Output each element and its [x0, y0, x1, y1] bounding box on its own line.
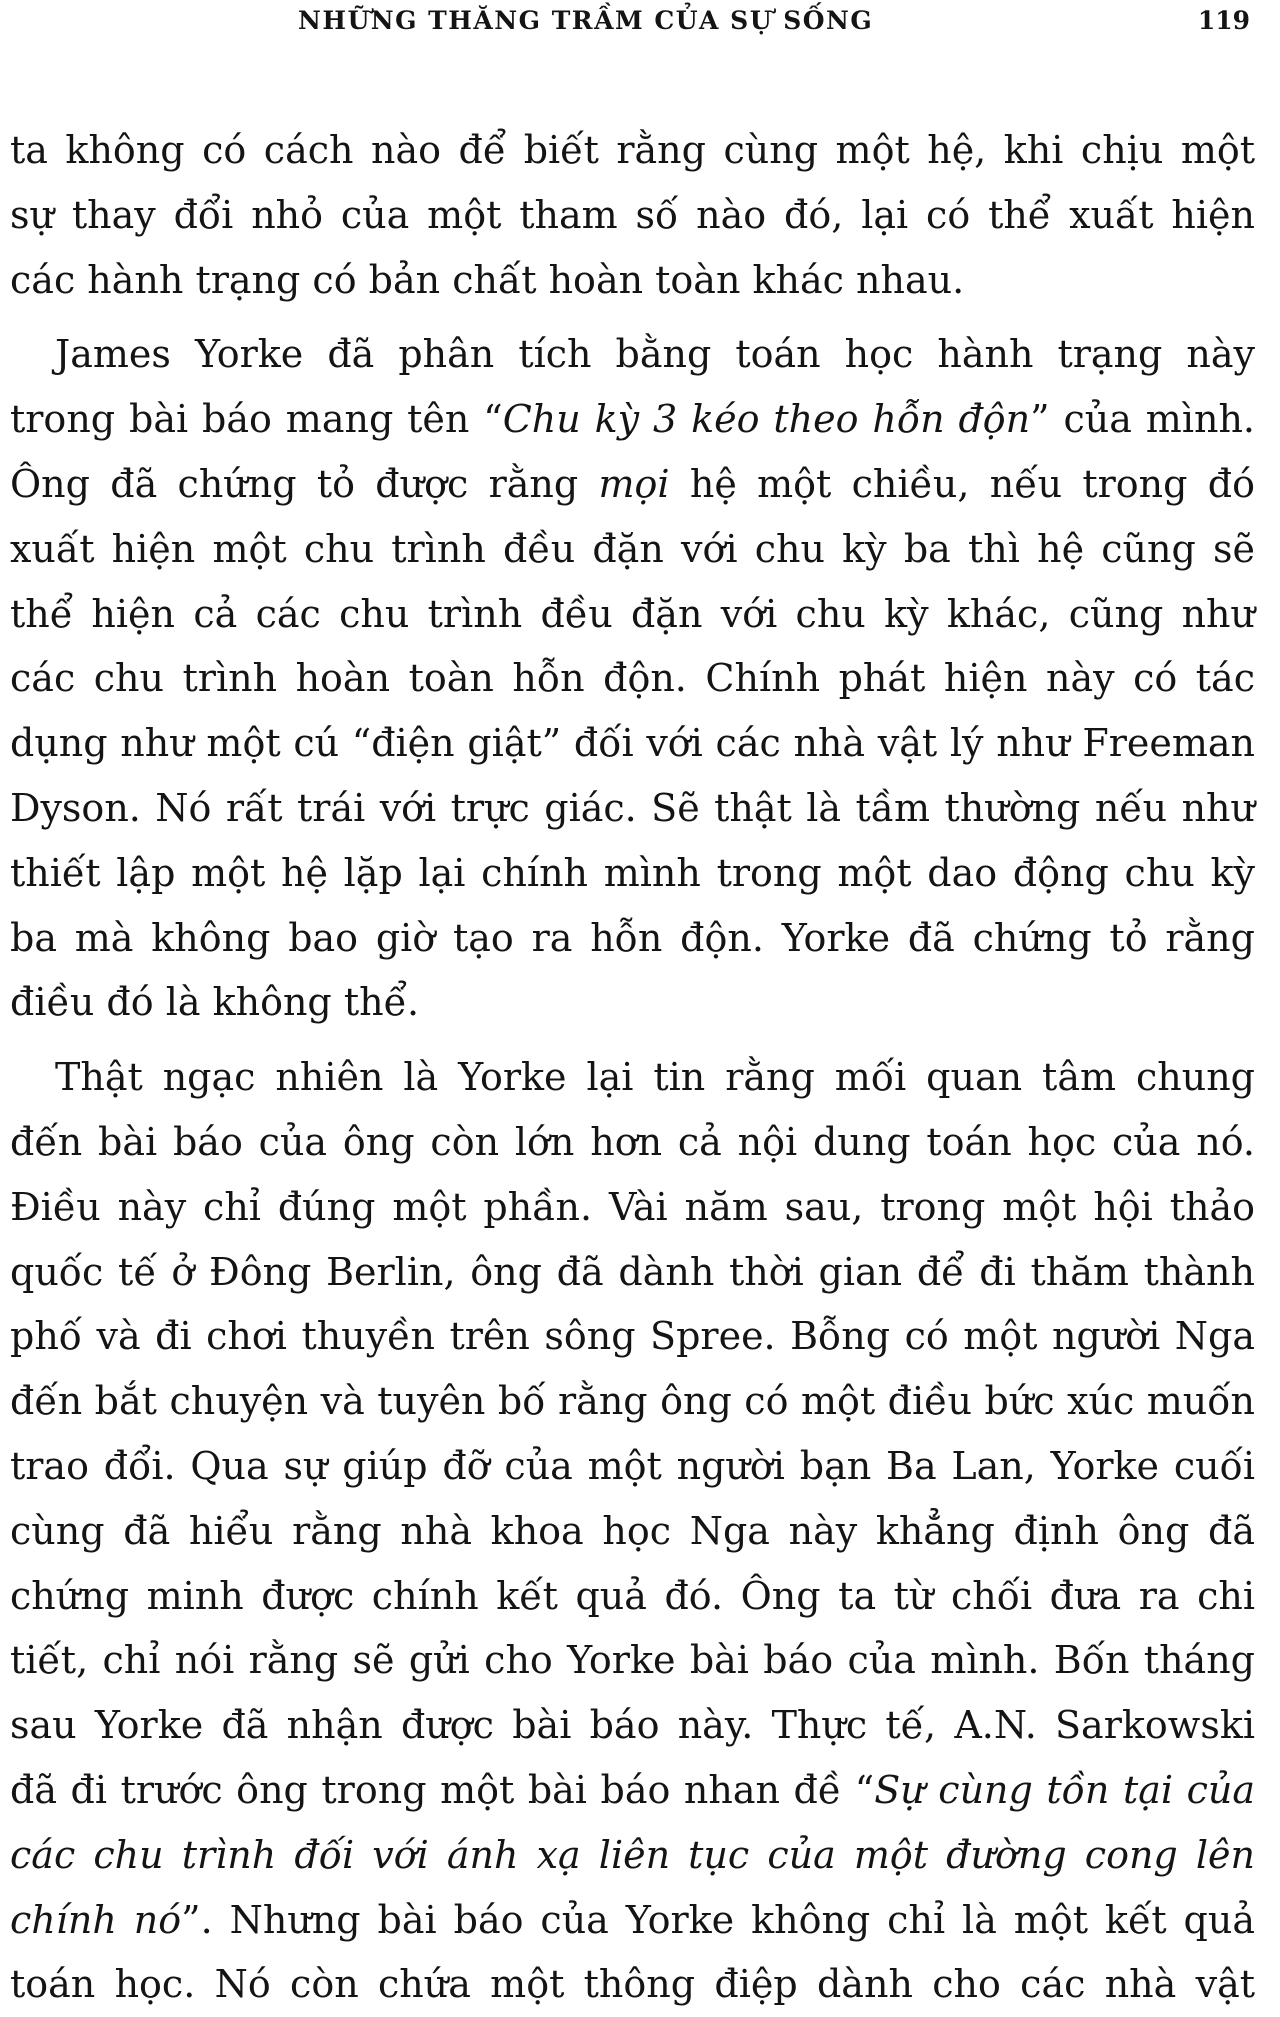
paragraph-2-line-10: ba mà không bao giờ tạo ra hỗn độn. Yorke đã chứng tỏ rằng	[10, 915, 1255, 960]
paragraph-3-line-8: cùng đã hiểu rằng nhà khoa học Nga này khẳng định ông đã	[10, 1508, 1255, 1553]
paragraph-3-line-5: phố và đi chơi thuyền trên sông Spree. Bỗng có một người Nga	[10, 1314, 1255, 1359]
line-text-after-title: ” của mình.	[1030, 397, 1255, 442]
paragraph-3-line-4: quốc tế ở Đông Berlin, ông đã dành thời gian để đi thăm thành	[10, 1249, 1255, 1294]
italic-article-title-part1: Sự cùng tồn tại của	[874, 1767, 1255, 1812]
paragraph-2-line-7: dụng như một cú “điện giật” đối với các nhà vật lý như Freeman	[10, 721, 1255, 766]
running-title: NHỮNG THĂNG TRẦM CỦA SỰ SỐNG	[298, 6, 874, 35]
line-text-before-title: đã đi trước ông trong một bài báo nhan đề “	[10, 1767, 875, 1812]
paragraph-1-line-3: các hành trạng có bản chất hoàn toàn khác nhau.	[10, 257, 965, 302]
paragraph-2-line-1: James Yorke đã phân tích bằng toán học hành trạng này	[55, 332, 1255, 377]
paragraph-3-line-15: toán học. Nó còn chứa một thông điệp dành cho các nhà vật	[10, 1962, 1255, 2007]
paragraph-3-line-13: các chu trình đối với ánh xạ liên tục của một đường cong lên	[10, 1832, 1255, 1877]
paragraph-3-line-1: Thật ngạc nhiên là Yorke lại tin rằng mối quan tâm chung	[55, 1055, 1255, 1100]
paragraph-1-line-2: sự thay đổi nhỏ của một tham số nào đó, lại có thể xuất hiện	[10, 192, 1255, 237]
body-text	[10, 118, 1255, 2017]
paragraph-2-line-9: thiết lập một hệ lặp lại chính mình trong một dao động chu kỳ	[10, 850, 1255, 895]
paragraph-2-line-2	[10, 387, 1255, 452]
italic-article-title: Chu kỳ 3 kéo theo hỗn độn	[502, 397, 1031, 442]
paragraph-3-line-7: trao đổi. Qua sự giúp đỡ của một người bạn Ba Lan, Yorke cuối	[10, 1443, 1255, 1488]
running-header	[0, 6, 1280, 46]
line-text-after-emphasis: hệ một chiều, nếu trong đó	[669, 461, 1255, 506]
paragraph-2-line-6: các chu trình hoàn toàn hỗn độn. Chính phát hiện này có tác	[10, 656, 1255, 701]
italic-article-title-part3: chính nó	[10, 1897, 182, 1942]
paragraph-3-line-10: tiết, chỉ nói rằng sẽ gửi cho Yorke bài báo của mình. Bốn tháng	[10, 1638, 1255, 1683]
paragraph-2-line-8: Dyson. Nó rất trái với trực giác. Sẽ thật là tầm thường nếu như	[10, 785, 1255, 830]
paragraph-2-line-4: xuất hiện một chu trình đều đặn với chu kỳ ba thì hệ cũng sẽ	[10, 526, 1255, 571]
italic-emphasis-moi: mọi	[598, 461, 670, 506]
paragraph-2-line-11: điều đó là không thể.	[10, 980, 420, 1025]
paragraph-2-line-3	[10, 452, 1255, 517]
paragraph-3-line-14	[10, 1888, 1255, 1953]
paragraph-3-line-12	[10, 1758, 1255, 1823]
line-text-before-emphasis: Ông đã chứng tỏ được rằng	[10, 461, 599, 506]
paragraph-3-line-3: Điều này chỉ đúng một phần. Vài năm sau, trong một hội thảo	[10, 1184, 1255, 1229]
paragraph-3-line-2: đến bài báo của ông còn lớn hơn cả nội dung toán học của nó.	[10, 1119, 1255, 1164]
paragraph-3-line-11: sau Yorke đã nhận được bài báo này. Thực tế, A.N. Sarkowski	[10, 1703, 1255, 1748]
paragraph-3-line-6: đến bắt chuyện và tuyên bố rằng ông có một điều bức xúc muốn	[10, 1379, 1255, 1424]
paragraph-2-line-5: thể hiện cả các chu trình đều đặn với chu kỳ khác, cũng như	[10, 591, 1255, 636]
page-number: 119	[1197, 6, 1250, 35]
line-text-before-title: trong bài báo mang tên “	[10, 397, 503, 442]
line-text-after-title: ”. Nhưng bài báo của Yorke không chỉ là một kết quả	[181, 1897, 1255, 1942]
paragraph-1-line-1: ta không có cách nào để biết rằng cùng một hệ, khi chịu một	[10, 128, 1255, 172]
paragraph-3-line-9: chứng minh được chính kết quả đó. Ông ta từ chối đưa ra chi	[10, 1573, 1255, 1618]
